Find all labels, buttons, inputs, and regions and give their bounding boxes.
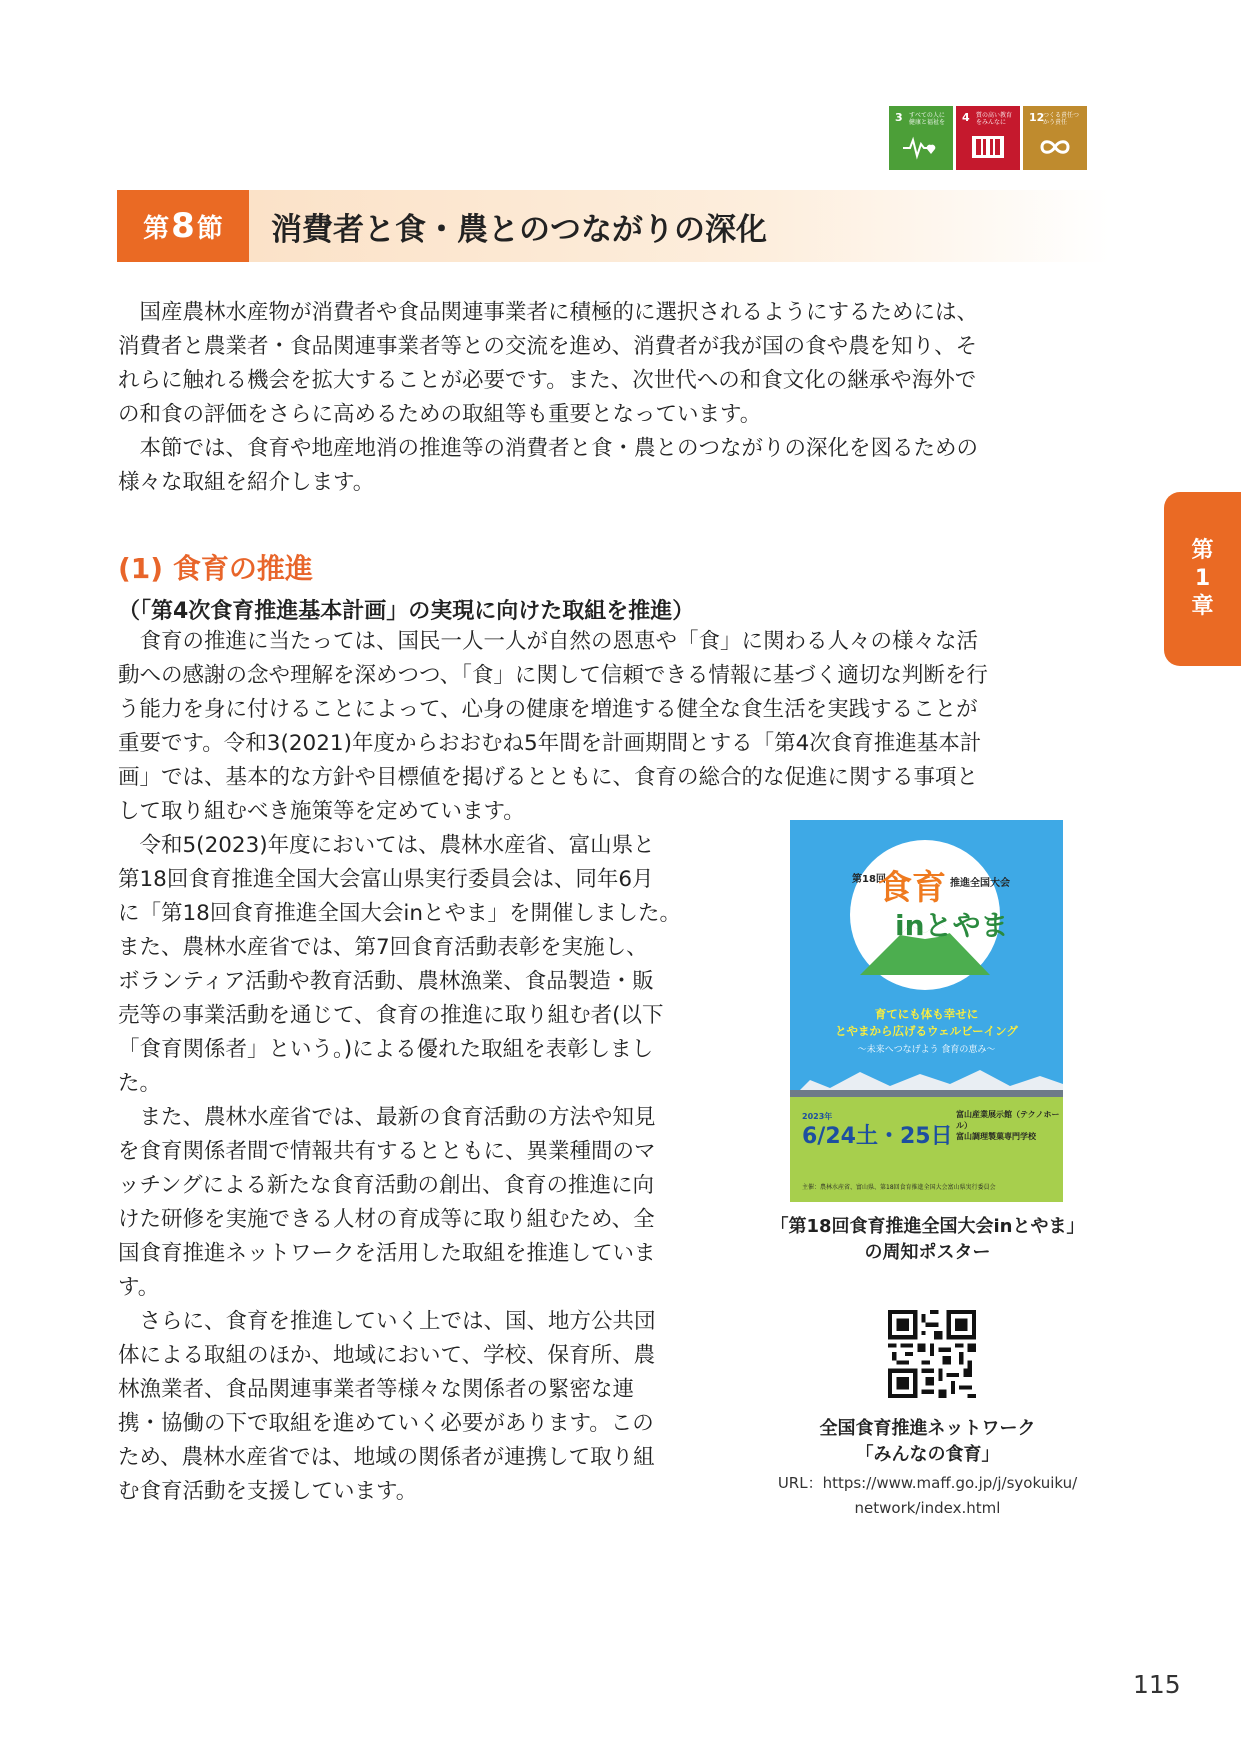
text-line: に「第18回食育推進全国大会inとやま」を開催しました。 [118, 901, 681, 926]
chapter-tab [1164, 492, 1241, 666]
book-icon [970, 134, 1006, 160]
text-line: けた研修を実施できる人材の育成等に取り組むため、全 [118, 1207, 655, 1232]
sdg-number: 3 [895, 111, 903, 124]
poster-place-title: inとやま [895, 909, 1009, 942]
url-line[interactable]: network/index.html [854, 1499, 1001, 1517]
caption-line: 全国食育推進ネットワーク [819, 1418, 1036, 1439]
text-line: 動への感謝の念や理解を深めつつ、「食」に関して信頼できる情報に基づく適切な判断を行 [118, 663, 988, 688]
text-line: す。 [118, 1275, 160, 1300]
text-line: 画」では、基本的な方針や目標値を掲げるとともに、食育の総合的な促進に関する事項と [118, 765, 979, 790]
subsection-heading: (1) 食育の推進 [118, 552, 313, 585]
sdg-4-icon [956, 106, 1020, 170]
text-line: 体による取組のほか、地域において、学校、保育所、農 [118, 1343, 656, 1368]
infinity-icon [1037, 134, 1073, 160]
text-line: さらに、食育を推進していく上では、国、地方公共団 [118, 1309, 656, 1334]
poster-slogan-line: 育てにも体も幸せに [874, 1007, 979, 1021]
poster-year: 2023年 [802, 1112, 833, 1121]
qr-code-icon[interactable] [888, 1310, 976, 1398]
section-suffix: 節 [196, 213, 223, 244]
section-prefix: 第 [143, 213, 170, 244]
text-line: れらに触れる機会を拡大することが必要です。また、次世代への和食文化の継承や海外で [118, 368, 977, 393]
text-line: う能力を身に付けることによって、心身の健康を増進する健全な食生活を実践することが [118, 697, 978, 722]
poster-caption [765, 1214, 1090, 1266]
text-line: を食育関係者間で情報共有するとともに、異業種間のマ [118, 1139, 656, 1164]
body-paragraph-narrow [118, 829, 730, 1509]
sdg-icons [889, 106, 1087, 170]
sdg-number: 12 [1029, 111, 1045, 124]
text-line: 令和5(2023)年度においては、農林水産省、富山県と [118, 833, 655, 858]
text-line: ため、農林水産省では、地域の関係者が連携して取り組 [118, 1445, 655, 1470]
text-line: 携・協働の下で取組を進めていく必要があります。この [118, 1411, 654, 1436]
poster-sub-slogan: ～未来へつなげよう 食育の恵み～ [857, 1045, 996, 1055]
caption-line: の周知ポスター [864, 1242, 991, 1263]
page-number: 115 [1133, 1670, 1181, 1699]
poster-host: 主催：農林水産省、富山県、第18回食育推進全国大会富山県実行委員会 [802, 1184, 996, 1191]
text-line: 様々な取組を紹介します。 [118, 470, 375, 495]
event-poster-image [790, 820, 1063, 1202]
text-line: ッチングによる新たな食育活動の創出、食育の推進に向 [118, 1173, 654, 1198]
poster-slogan [815, 1006, 1038, 1040]
poster-small-title: 第18回 [852, 874, 886, 885]
chapter-tab-char: 第 [1191, 538, 1214, 563]
sdg-12-icon [1023, 106, 1087, 170]
text-line: ボランティア活動や教育活動、農林漁業、食品製造・販 [118, 969, 654, 994]
sdg-text: 質の高い教育をみんなに [976, 112, 1013, 126]
chapter-tab-char: 1 [1194, 566, 1211, 591]
topic-heading: （「第4次食育推進基本計画」の実現に向けた取組を推進） [118, 599, 695, 624]
text-line: の和食の評価をさらに高めるための取組等も重要となっています。 [118, 402, 762, 427]
text-line: た。 [118, 1071, 162, 1096]
chapter-tab-char: 章 [1191, 594, 1214, 619]
section-number: 8 [171, 206, 195, 246]
text-line: 食育の推進に当たっては、国民一人一人が自然の恩恵や「食」に関わる人々の様々な活 [118, 629, 979, 654]
network-url[interactable] [765, 1471, 1090, 1521]
mountain-range-icon [790, 1060, 1063, 1100]
caption-line: 「第18回食育推進全国大会inとやま」 [770, 1216, 1085, 1237]
poster-big-title: 食育 [878, 868, 946, 908]
text-line: 消費者と農業者・食品関連事業者等との交流を進め、消費者が我が国の食や農を知り、そ [118, 334, 978, 359]
network-caption [765, 1416, 1090, 1468]
poster-venue [956, 1109, 1063, 1142]
text-line: して取り組むべき施策等を定めています。 [118, 799, 525, 824]
sdg-3-icon [889, 106, 953, 170]
caption-line: 「みんなの食育」 [855, 1444, 1000, 1465]
sdg-number: 4 [962, 111, 970, 124]
intro-paragraph [118, 296, 1093, 500]
poster-date: 6/24土・25日 [802, 1124, 953, 1149]
text-line: 重要です。令和3(2021)年度からおおむね5年間を計画期間とする「第4次食育推進基本計 [118, 731, 982, 756]
text-line: 国食育推進ネットワークを活用した取組を推進していま [118, 1241, 656, 1266]
heartbeat-icon [903, 134, 939, 160]
text-line: また、農林水産省では、第7回食育活動表彰を実施し、 [118, 935, 648, 960]
sdg-text: つくる責任つかう責任 [1043, 112, 1080, 126]
text-line: また、農林水産省では、最新の食育活動の方法や知見 [118, 1105, 656, 1130]
text-line: 第18回食育推進全国大会富山県実行委員会は、同年6月 [118, 867, 654, 892]
section-header [117, 190, 1110, 262]
poster-sub-title: 推進全国大会 [950, 878, 1010, 889]
text-line: 売等の事業活動を通じて、食育の推進に取り組む者(以下 [118, 1003, 664, 1028]
text-line: 林漁業者、食品関連事業者等様々な関係者の緊密な連 [118, 1377, 635, 1402]
sdg-text: すべての人に健康と福祉を [909, 112, 946, 126]
section-number-badge [117, 190, 249, 262]
poster-venue-line: 富山産業展示館（テクノホール） [956, 1110, 1060, 1130]
body-paragraph-full [118, 625, 1093, 829]
text-line: 国産農林水産物が消費者や食品関連事業者に積極的に選択されるようにするためには、 [118, 300, 979, 325]
text-line: む食育活動を支援しています。 [118, 1479, 418, 1504]
poster-venue-line: 富山調理製菓専門学校 [956, 1132, 1036, 1141]
url-line[interactable]: URL：https://www.maff.go.jp/j/syokuiku/ [777, 1474, 1078, 1492]
text-line: 本節では、食育や地産地消の推進等の消費者と食・農とのつながりの深化を図るための [118, 436, 979, 461]
section-title: 消費者と食・農とのつながりの深化 [249, 190, 1110, 262]
poster-slogan-line: とやまから広げるウェルビーイング [835, 1024, 1018, 1038]
text-line: 「食育関係者」という。)による優れた取組を表彰しまし [118, 1037, 654, 1062]
